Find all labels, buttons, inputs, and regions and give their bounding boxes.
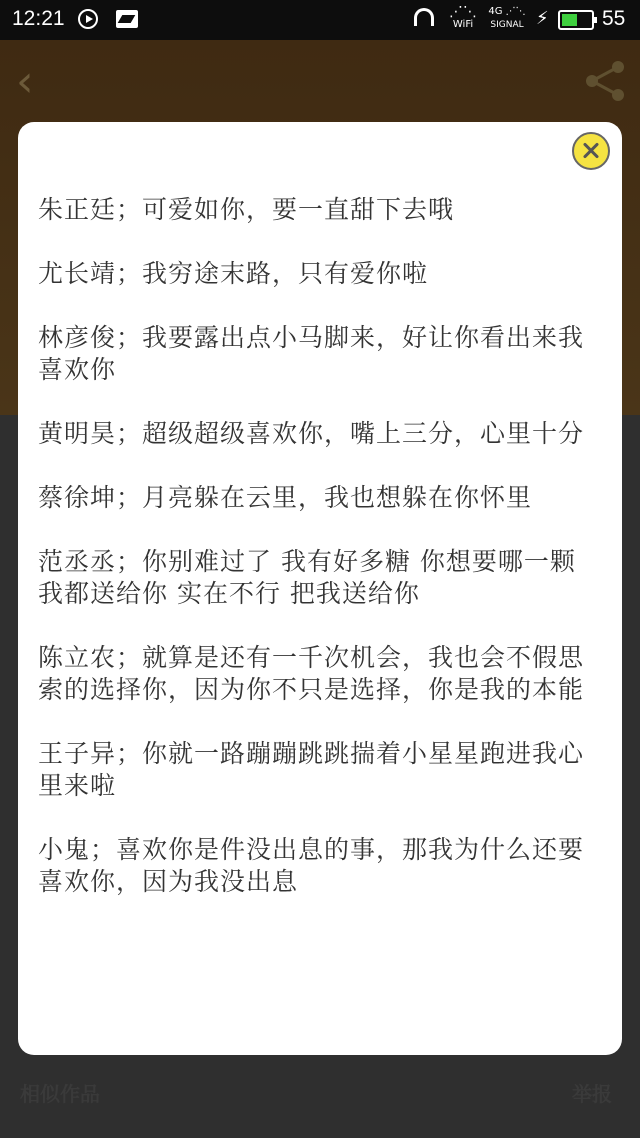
network-type: 4G <box>488 6 503 17</box>
wifi-label: WiFi <box>452 19 474 30</box>
quote-item: 小鬼；喜欢你是件没出息的事，那我为什么还要喜欢你，因为我没出息 <box>38 835 585 896</box>
signal-label: SIGNAL <box>490 20 524 30</box>
charging-icon: ⚡ <box>536 8 549 29</box>
wifi-icon: ⋰⋱ WiFi <box>449 4 477 30</box>
status-time: 12:21 <box>12 7 65 30</box>
similar-works-label[interactable]: 相似作品 <box>20 1082 100 1106</box>
battery-icon <box>558 10 594 30</box>
report-link[interactable]: 举报 <box>572 1082 612 1106</box>
share-icon[interactable] <box>582 58 628 104</box>
quote-item: 尤长靖；我穷途末路，只有爱你啦 <box>38 259 429 288</box>
quote-item: 蔡徐坤；月亮躲在云里，我也想躲在你怀里 <box>38 483 533 512</box>
signal-icon: 4G ⋰⋱ SIGNAL <box>488 6 526 30</box>
quote-item: 范丞丞；你别难过了 我有好多糖 你想要哪一颗 我都送给你 实在不行 把我送给你 <box>38 547 576 608</box>
image-icon <box>116 10 138 28</box>
quote-item: 林彦俊；我要露出点小马脚来，好让你看出来我喜欢你 <box>38 323 585 384</box>
battery-percent: 55 <box>602 7 626 30</box>
close-icon[interactable] <box>572 132 610 170</box>
play-icon <box>78 9 98 29</box>
headphones-icon <box>414 8 434 26</box>
quote-item: 黄明昊；超级超级喜欢你，嘴上三分，心里十分 <box>38 419 585 448</box>
status-bar <box>0 0 640 40</box>
quote-item: 王子异；你就一路蹦蹦跳跳揣着小星星跑进我心里来啦 <box>38 739 585 800</box>
chevron-left-icon[interactable]: ‹ <box>16 56 34 107</box>
battery-fill <box>562 14 577 26</box>
quote-item: 陈立农；就算是还有一千次机会，我也会不假思索的选择你，因为你不只是选择，你是我的本能 <box>38 643 585 704</box>
quote-item: 朱正廷；可爱如你，要一直甜下去哦 <box>38 195 455 224</box>
quotes-dialog <box>18 122 622 1055</box>
quotes-list <box>38 194 608 930</box>
